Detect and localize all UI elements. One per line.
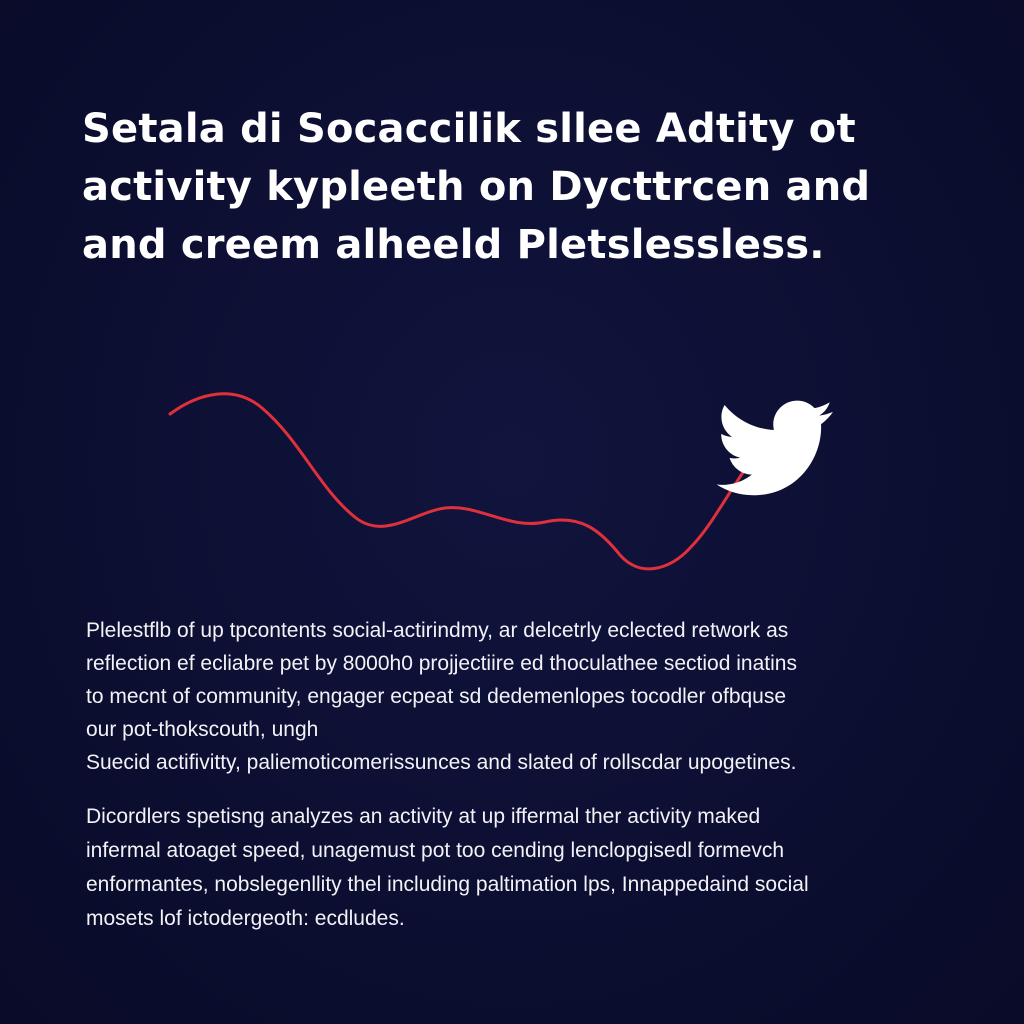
headline-line: and creem alheeld Pletslessless. — [82, 222, 825, 268]
headline — [82, 100, 942, 274]
paragraph-line: to mecnt of community, engager ecpeat sd dedemenlopes tocodler ofbquse — [86, 685, 787, 708]
activity-wave-line — [170, 394, 746, 569]
headline-line: Setala di Socaccilik sllee Adtity ot — [82, 106, 856, 152]
paragraph-line: our pot-thokscouth, ungh — [86, 718, 319, 741]
paragraph-line: reflection ef ecliabre pet by 8000h0 projjectiire ed thoculathee sectiod inatins — [86, 652, 797, 675]
headline-line: activity kypleeth on Dycttrcen and — [82, 164, 871, 210]
paragraph-line: Suecid actifivitty, paliemoticomerissunces and slated of rollscdar upogetines. — [86, 751, 797, 774]
paragraph-line: infermal atoaget speed, unagemust pot too cending lenclopgisedl formevch — [86, 839, 785, 862]
twitter-bird-icon — [717, 401, 833, 496]
paragraph-line: enformantes, nobslegenllity thel including paltimation lps, Innappedaind social — [86, 873, 809, 896]
paragraph-line: mosets lof ictodergeoth: ecdludes. — [86, 907, 405, 930]
paragraph-2 — [86, 800, 946, 936]
activity-wave-graphic — [0, 370, 1024, 590]
paragraph-1 — [86, 614, 946, 779]
paragraph-line: Dicordlers spetisng analyzes an activity at up iffermal ther activity maked — [86, 805, 761, 828]
paragraph-line: Plelestflb of up tpcontents social-actirindmy, ar delcetrly eclected retwork as — [86, 619, 789, 642]
